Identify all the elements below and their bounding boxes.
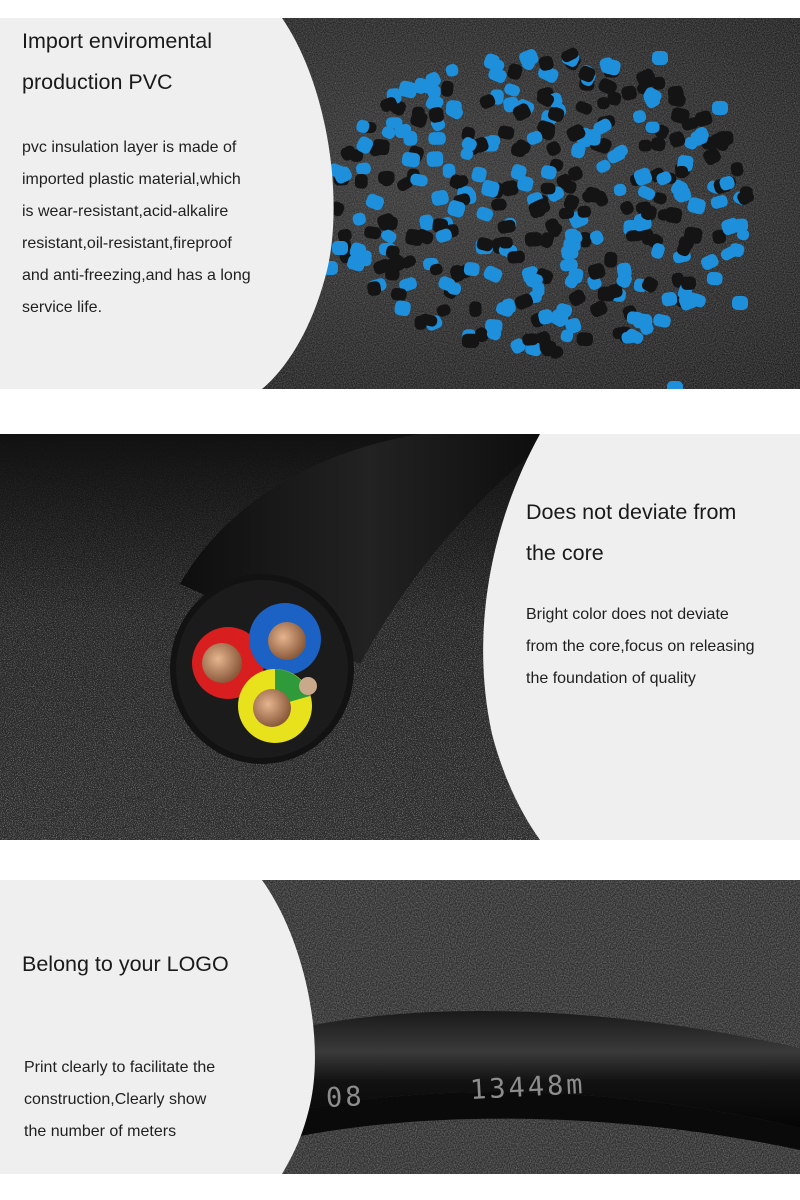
description-line: Print clearly to facilitate the (24, 1059, 216, 1076)
heading-line: Belong to your LOGO (22, 952, 229, 976)
description-line: is wear-resistant,acid-alkalire (22, 203, 229, 220)
heading-line: production PVC (22, 70, 173, 94)
pellet (385, 267, 400, 281)
pellet (632, 313, 651, 330)
heading-line: the core (526, 541, 604, 565)
pellet (712, 101, 728, 115)
pellet (564, 228, 579, 245)
pellet (638, 139, 652, 152)
pellet (739, 186, 753, 201)
pellet (499, 237, 513, 249)
pellet (652, 51, 668, 65)
pellet (426, 151, 443, 167)
pellet (469, 301, 481, 317)
pellet (540, 183, 555, 195)
heading-line: Does not deviate from (526, 500, 737, 524)
pellet (451, 265, 463, 278)
pellet (507, 250, 526, 264)
pellet (395, 124, 412, 139)
pellet (332, 241, 348, 255)
pellet (372, 139, 390, 156)
description-line: the foundation of quality (526, 670, 696, 687)
pellet (604, 252, 618, 268)
section-heading (526, 492, 776, 574)
pellet (428, 132, 446, 145)
pellet (390, 287, 407, 301)
pellet (706, 272, 722, 286)
description-line: pvc insulation layer is made of (22, 139, 237, 156)
description-line: imported plastic material,which (22, 171, 241, 188)
section-heading (22, 21, 272, 103)
filler (299, 677, 317, 695)
description-line: Bright color does not deviate (526, 606, 729, 623)
heading-line: Import enviromental (22, 29, 212, 53)
description-line: resistant,oil-resistant,fireproof (22, 235, 232, 252)
pellet (522, 333, 539, 346)
section-description (24, 1052, 279, 1148)
section-description (22, 132, 287, 324)
pellet (463, 262, 480, 277)
core-section (0, 434, 800, 840)
pellet (577, 205, 591, 218)
pellet (667, 381, 683, 389)
pvc-section (0, 18, 800, 389)
description-line: service life. (22, 299, 103, 316)
description-line: from the core,focus on releasing (526, 638, 755, 655)
cable-print-partial: 08 (325, 1081, 366, 1114)
description-line: the number of meters (24, 1123, 177, 1140)
pellet (646, 121, 660, 133)
logo-section (0, 880, 800, 1174)
pellet (462, 334, 479, 348)
cable-meter-marking: 13448m (469, 1068, 587, 1107)
pellet (415, 316, 427, 330)
section-description (526, 599, 796, 695)
pellet (355, 174, 368, 189)
pellet (681, 276, 696, 289)
pellet (734, 218, 749, 232)
pellet (576, 332, 593, 346)
pellet (491, 198, 507, 211)
description-line: construction,Clearly show (24, 1091, 207, 1108)
pellet (732, 296, 748, 310)
description-line: and anti-freezing,and has a long (22, 267, 251, 284)
pellet (626, 230, 644, 242)
pellet (675, 166, 688, 179)
pellet (525, 232, 543, 247)
pellet (667, 85, 684, 101)
section-heading (22, 944, 292, 985)
